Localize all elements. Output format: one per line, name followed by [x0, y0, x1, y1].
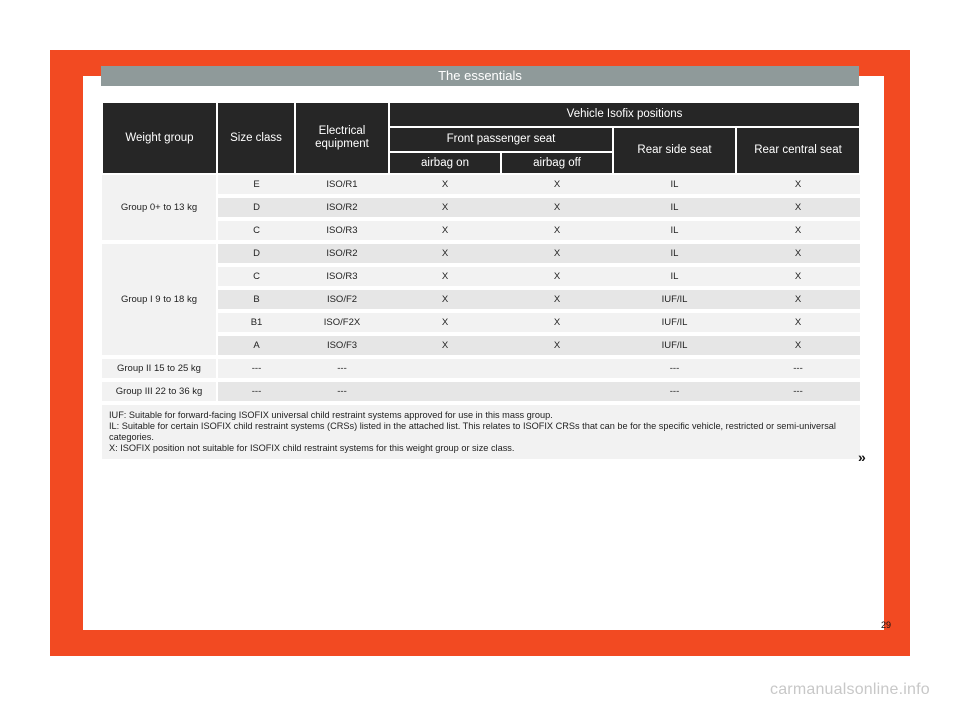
table-cell: D: [217, 242, 295, 265]
header-rear-side-seat: Rear side seat: [613, 127, 736, 174]
header-vehicle-isofix-positions: Vehicle Isofix positions: [389, 102, 860, 127]
table-cell: [501, 357, 613, 380]
table-cell: X: [389, 334, 501, 357]
weight-group-cell: Group II 15 to 25 kg: [102, 357, 217, 380]
weight-group-cell: Group I 9 to 18 kg: [102, 242, 217, 357]
table-row: [102, 174, 860, 196]
table-cell: ISO/F3: [295, 334, 389, 357]
table-cell: X: [736, 334, 860, 357]
table-cell: C: [217, 219, 295, 242]
table-cell: IL: [613, 265, 736, 288]
table-cell: X: [501, 311, 613, 334]
header-front-passenger-seat: Front passenger seat: [389, 127, 613, 152]
table-cell: ISO/F2X: [295, 311, 389, 334]
header-size-class: Size class: [217, 102, 295, 174]
table-cell: ---: [295, 380, 389, 403]
table-cell: ISO/F2: [295, 288, 389, 311]
table-cell: IL: [613, 174, 736, 196]
table-cell: ---: [295, 357, 389, 380]
table-cell: B1: [217, 311, 295, 334]
header-airbag-off: airbag off: [501, 152, 613, 174]
table-cell: X: [389, 219, 501, 242]
table-cell: ---: [613, 380, 736, 403]
table-cell: [389, 357, 501, 380]
table-cell: X: [736, 288, 860, 311]
table-row: [102, 242, 860, 265]
page-number: 29: [881, 620, 892, 630]
continue-mark: »: [858, 449, 866, 465]
table-cell: ---: [217, 357, 295, 380]
note-line: X: ISOFIX position not suitable for ISOFIX child restraint systems for this weight group or size class.: [109, 443, 515, 453]
table-cell: IUF/IL: [613, 334, 736, 357]
header-electrical-equipment: Electrical equipment: [295, 102, 389, 174]
notes-cell: [102, 403, 860, 461]
notes-row: [102, 403, 860, 461]
table-cell: D: [217, 196, 295, 219]
table-cell: ISO/R2: [295, 242, 389, 265]
table-cell: X: [736, 311, 860, 334]
table-cell: IUF/IL: [613, 288, 736, 311]
table-cell: ---: [613, 357, 736, 380]
table-cell: [501, 380, 613, 403]
table-cell: ISO/R2: [295, 196, 389, 219]
table-cell: X: [736, 174, 860, 196]
weight-group-cell: Group III 22 to 36 kg: [102, 380, 217, 403]
table-cell: X: [389, 265, 501, 288]
table-cell: C: [217, 265, 295, 288]
table-cell: X: [736, 196, 860, 219]
weight-group-cell: Group 0+ to 13 kg: [102, 174, 217, 242]
table-cell: IL: [613, 196, 736, 219]
table-cell: IL: [613, 219, 736, 242]
table-cell: X: [736, 219, 860, 242]
header-airbag-on: airbag on: [389, 152, 501, 174]
table-cell: X: [501, 265, 613, 288]
table-row: [102, 380, 860, 403]
table-cell: [389, 380, 501, 403]
table-cell: A: [217, 334, 295, 357]
header-weight-group: Weight group: [102, 102, 217, 174]
section-title: The essentials: [438, 68, 522, 83]
table-cell: X: [501, 242, 613, 265]
watermark: carmanualsonline.info: [770, 681, 930, 698]
table-cell: B: [217, 288, 295, 311]
table-cell: X: [501, 219, 613, 242]
table-cell: X: [389, 196, 501, 219]
table-cell: X: [501, 334, 613, 357]
note-line: IUF: Suitable for forward-facing ISOFIX universal child restraint systems approved for use in this mass group.: [109, 410, 553, 420]
table-cell: X: [389, 174, 501, 196]
section-title-bar: [101, 66, 859, 86]
table-cell: X: [736, 265, 860, 288]
table-cell: IUF/IL: [613, 311, 736, 334]
table-cell: X: [389, 242, 501, 265]
table-cell: ISO/R1: [295, 174, 389, 196]
table-cell: X: [389, 311, 501, 334]
table-cell: X: [501, 196, 613, 219]
table-cell: X: [389, 288, 501, 311]
isofix-table: [101, 101, 861, 463]
note-line: IL: Suitable for certain ISOFIX child restraint systems (CRSs) listed in the attached list. This relates to ISOFIX CRSs that can be for the specific vehicle, restricted or semi-universal categories.: [109, 421, 836, 442]
table-body: [102, 174, 860, 461]
table-row: [102, 357, 860, 380]
table-cell: ISO/R3: [295, 265, 389, 288]
header-rear-central-seat: Rear central seat: [736, 127, 860, 174]
table-cell: ISO/R3: [295, 219, 389, 242]
table-cell: ---: [736, 380, 860, 403]
table-cell: X: [501, 174, 613, 196]
table-cell: ---: [736, 357, 860, 380]
table-cell: X: [736, 242, 860, 265]
table-cell: ---: [217, 380, 295, 403]
table-cell: E: [217, 174, 295, 196]
table-cell: IL: [613, 242, 736, 265]
table-cell: X: [501, 288, 613, 311]
